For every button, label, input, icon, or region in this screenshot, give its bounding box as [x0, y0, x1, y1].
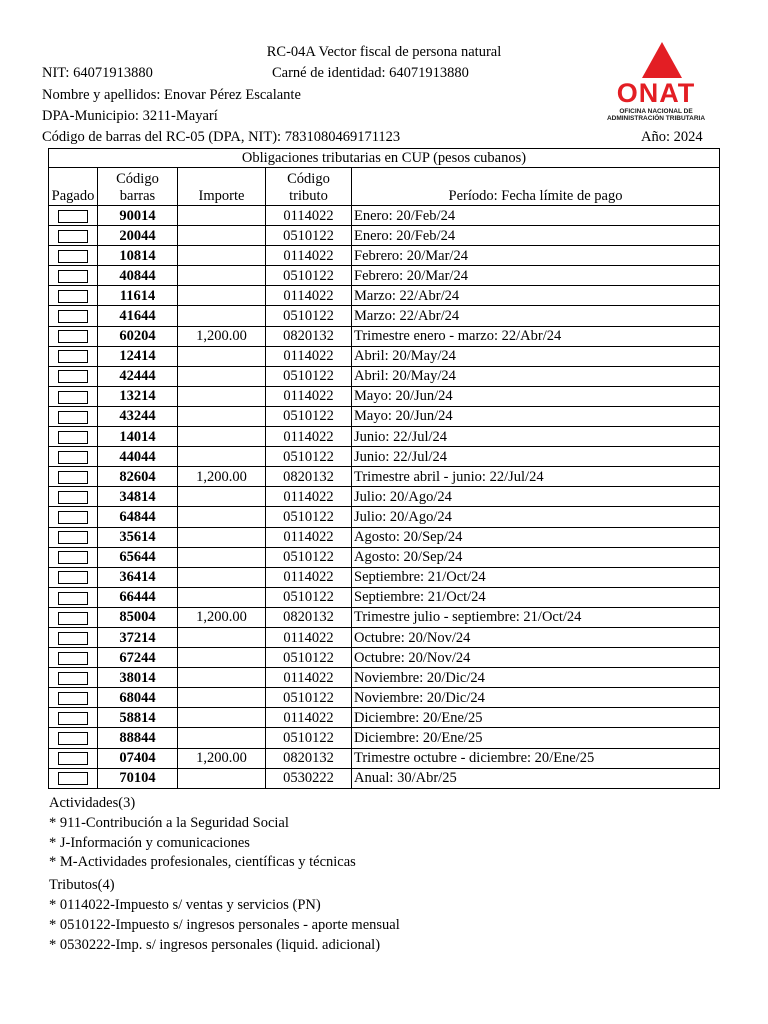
- pagado-checkbox[interactable]: [58, 752, 88, 765]
- codigo-barras-cell: 64844: [98, 507, 178, 527]
- nit-label: NIT: 64071913880: [42, 65, 153, 81]
- pagado-checkbox[interactable]: [58, 431, 88, 444]
- pagado-cell: [49, 427, 98, 447]
- codigo-barras-cell: 43244: [98, 406, 178, 426]
- codigo-barras-cell: 41644: [98, 306, 178, 326]
- table-row: [49, 246, 720, 266]
- codigo-barras-cell: 60204: [98, 326, 178, 346]
- periodo-cell: Febrero: 20/Mar/24: [352, 266, 720, 286]
- periodo-cell: Marzo: 22/Abr/24: [352, 306, 720, 326]
- importe-cell: [178, 627, 266, 647]
- header-importe: Importe: [178, 168, 266, 206]
- pagado-cell: [49, 246, 98, 266]
- importe-cell: 1,200.00: [178, 467, 266, 487]
- codigo-tributo-cell: 0114022: [266, 627, 352, 647]
- codigo-barras-cell: 11614: [98, 286, 178, 306]
- pagado-checkbox[interactable]: [58, 230, 88, 243]
- header-pagado: Pagado: [49, 168, 98, 206]
- table-row: [49, 708, 720, 728]
- codigo-barras-cell: 85004: [98, 607, 178, 627]
- pagado-cell: [49, 206, 98, 226]
- table-row: [49, 547, 720, 567]
- importe-cell: [178, 226, 266, 246]
- importe-cell: 1,200.00: [178, 326, 266, 346]
- table-row: [49, 507, 720, 527]
- pagado-checkbox[interactable]: [58, 471, 88, 484]
- importe-cell: [178, 587, 266, 607]
- pagado-checkbox[interactable]: [58, 270, 88, 283]
- table-row: [49, 346, 720, 366]
- periodo-cell: Junio: 22/Jul/24: [352, 427, 720, 447]
- codigo-tributo-cell: 0114022: [266, 286, 352, 306]
- pagado-cell: [49, 648, 98, 668]
- pagado-cell: [49, 728, 98, 748]
- importe-cell: [178, 427, 266, 447]
- pagado-checkbox[interactable]: [58, 571, 88, 584]
- tributos-title: Tributos(4): [49, 877, 115, 894]
- table-caption: Obligaciones tributarias en CUP (pesos cubanos): [49, 149, 720, 168]
- pagado-cell: [49, 487, 98, 507]
- importe-cell: [178, 206, 266, 226]
- table-row: [49, 587, 720, 607]
- header-codigo-tributo: Código tributo: [266, 168, 352, 206]
- importe-cell: [178, 406, 266, 426]
- pagado-checkbox[interactable]: [58, 391, 88, 404]
- pagado-checkbox[interactable]: [58, 210, 88, 223]
- codigo-tributo-cell: 0510122: [266, 447, 352, 467]
- pagado-checkbox[interactable]: [58, 411, 88, 424]
- codigo-barras-cell: 10814: [98, 246, 178, 266]
- periodo-cell: Marzo: 22/Abr/24: [352, 286, 720, 306]
- pagado-cell: [49, 406, 98, 426]
- pagado-checkbox[interactable]: [58, 772, 88, 785]
- pagado-cell: [49, 547, 98, 567]
- codigo-tributo-cell: 0510122: [266, 507, 352, 527]
- codigo-tributo-cell: 0114022: [266, 487, 352, 507]
- codigo-barras-cell: 12414: [98, 346, 178, 366]
- pagado-cell: [49, 266, 98, 286]
- pagado-checkbox[interactable]: [58, 330, 88, 343]
- obligaciones-table: [48, 148, 720, 789]
- pagado-checkbox[interactable]: [58, 592, 88, 605]
- importe-cell: [178, 728, 266, 748]
- codigo-tributo-cell: 0820132: [266, 607, 352, 627]
- pagado-cell: [49, 226, 98, 246]
- codigo-barras-rc05-label: Código de barras del RC-05 (DPA, NIT): 7831080469171123: [42, 129, 401, 145]
- codigo-tributo-cell: 0510122: [266, 306, 352, 326]
- pagado-cell: [49, 366, 98, 386]
- codigo-tributo-cell: 0510122: [266, 266, 352, 286]
- codigo-tributo-cell: 0510122: [266, 688, 352, 708]
- codigo-tributo-cell: 0510122: [266, 728, 352, 748]
- periodo-cell: Agosto: 20/Sep/24: [352, 547, 720, 567]
- pagado-cell: [49, 587, 98, 607]
- codigo-tributo-cell: 0820132: [266, 748, 352, 768]
- logo-subtitle-line1: OFICINA NACIONAL DE: [619, 108, 693, 115]
- periodo-cell: Trimestre enero - marzo: 22/Abr/24: [352, 326, 720, 346]
- periodo-cell: Diciembre: 20/Ene/25: [352, 728, 720, 748]
- codigo-tributo-cell: 0530222: [266, 768, 352, 788]
- periodo-cell: Enero: 20/Feb/24: [352, 206, 720, 226]
- document-title: RC-04A Vector fiscal de persona natural: [266, 44, 502, 60]
- pagado-cell: [49, 386, 98, 406]
- pagado-cell: [49, 748, 98, 768]
- periodo-cell: Julio: 20/Ago/24: [352, 507, 720, 527]
- pagado-cell: [49, 607, 98, 627]
- pagado-cell: [49, 306, 98, 326]
- periodo-cell: Abril: 20/May/24: [352, 346, 720, 366]
- periodo-cell: Octubre: 20/Nov/24: [352, 648, 720, 668]
- tributo-item: * 0510122-Impuesto s/ ingresos personales - aporte mensual: [49, 916, 400, 933]
- codigo-barras-cell: 20044: [98, 226, 178, 246]
- table-row: [49, 467, 720, 487]
- codigo-barras-cell: 70104: [98, 768, 178, 788]
- onat-logo: [600, 40, 712, 130]
- table-row: [49, 567, 720, 587]
- codigo-barras-cell: 44044: [98, 447, 178, 467]
- importe-cell: [178, 366, 266, 386]
- periodo-cell: Trimestre octubre - diciembre: 20/Ene/25: [352, 748, 720, 768]
- table-row: [49, 487, 720, 507]
- tributo-item: * 0114022-Impuesto s/ ventas y servicios (PN): [49, 896, 321, 913]
- pagado-cell: [49, 507, 98, 527]
- codigo-tributo-cell: 0114022: [266, 708, 352, 728]
- codigo-tributo-cell: 0114022: [266, 527, 352, 547]
- table-row: [49, 226, 720, 246]
- pagado-cell: [49, 688, 98, 708]
- table-row: [49, 266, 720, 286]
- importe-cell: [178, 286, 266, 306]
- actividad-item: * 911-Contribución a la Seguridad Social: [49, 814, 289, 831]
- pagado-cell: [49, 447, 98, 467]
- pagado-cell: [49, 467, 98, 487]
- dpa-label: DPA-Municipio: 3211-Mayarí: [42, 108, 218, 124]
- periodo-cell: Diciembre: 20/Ene/25: [352, 708, 720, 728]
- table-row: [49, 688, 720, 708]
- tributo-item: * 0530222-Imp. s/ ingresos personales (liquid. adicional): [49, 936, 381, 953]
- pagado-cell: [49, 286, 98, 306]
- importe-cell: [178, 567, 266, 587]
- codigo-barras-cell: 35614: [98, 527, 178, 547]
- periodo-cell: Abril: 20/May/24: [352, 366, 720, 386]
- codigo-barras-cell: 34814: [98, 487, 178, 507]
- carne-label: Carné de identidad: 64071913880: [272, 65, 469, 81]
- table-row: [49, 627, 720, 647]
- header-periodo: Período: Fecha límite de pago: [352, 168, 720, 206]
- pagado-checkbox[interactable]: [58, 712, 88, 725]
- periodo-cell: Junio: 22/Jul/24: [352, 447, 720, 467]
- importe-cell: [178, 668, 266, 688]
- periodo-cell: Enero: 20/Feb/24: [352, 226, 720, 246]
- pagado-checkbox[interactable]: [58, 451, 88, 464]
- importe-cell: [178, 527, 266, 547]
- periodo-cell: Noviembre: 20/Dic/24: [352, 668, 720, 688]
- table-row: [49, 306, 720, 326]
- importe-cell: [178, 688, 266, 708]
- importe-cell: [178, 246, 266, 266]
- codigo-tributo-cell: 0114022: [266, 206, 352, 226]
- periodo-cell: Mayo: 20/Jun/24: [352, 386, 720, 406]
- codigo-tributo-cell: 0114022: [266, 246, 352, 266]
- pagado-checkbox[interactable]: [58, 672, 88, 685]
- table-row: [49, 447, 720, 467]
- pagado-checkbox[interactable]: [58, 511, 88, 524]
- importe-cell: [178, 386, 266, 406]
- codigo-barras-cell: 58814: [98, 708, 178, 728]
- importe-cell: 1,200.00: [178, 748, 266, 768]
- table-row: [49, 427, 720, 447]
- importe-cell: [178, 768, 266, 788]
- codigo-tributo-cell: 0114022: [266, 567, 352, 587]
- codigo-tributo-cell: 0114022: [266, 668, 352, 688]
- actividad-item: * J-Información y comunicaciones: [49, 834, 250, 851]
- importe-cell: [178, 547, 266, 567]
- periodo-cell: Octubre: 20/Nov/24: [352, 627, 720, 647]
- periodo-cell: Anual: 30/Abr/25: [352, 768, 720, 788]
- codigo-barras-cell: 90014: [98, 206, 178, 226]
- periodo-cell: Trimestre julio - septiembre: 21/Oct/24: [352, 607, 720, 627]
- actividades-title: Actividades(3): [49, 795, 136, 811]
- periodo-cell: Julio: 20/Ago/24: [352, 487, 720, 507]
- periodo-cell: Noviembre: 20/Dic/24: [352, 688, 720, 708]
- pagado-cell: [49, 326, 98, 346]
- codigo-tributo-cell: 0510122: [266, 648, 352, 668]
- codigo-tributo-cell: 0510122: [266, 226, 352, 246]
- table-row: [49, 668, 720, 688]
- periodo-cell: Septiembre: 21/Oct/24: [352, 587, 720, 607]
- importe-cell: [178, 266, 266, 286]
- codigo-barras-cell: 82604: [98, 467, 178, 487]
- pagado-cell: [49, 567, 98, 587]
- table-row: [49, 366, 720, 386]
- codigo-tributo-cell: 0820132: [266, 467, 352, 487]
- table-row: [49, 206, 720, 226]
- pagado-cell: [49, 627, 98, 647]
- table-row: [49, 286, 720, 306]
- codigo-tributo-cell: 0114022: [266, 386, 352, 406]
- periodo-cell: Agosto: 20/Sep/24: [352, 527, 720, 547]
- pagado-checkbox[interactable]: [58, 370, 88, 383]
- importe-cell: [178, 487, 266, 507]
- importe-cell: 1,200.00: [178, 607, 266, 627]
- pagado-checkbox[interactable]: [58, 290, 88, 303]
- pagado-checkbox[interactable]: [58, 531, 88, 544]
- periodo-cell: Trimestre abril - junio: 22/Jul/24: [352, 467, 720, 487]
- actividad-item: * M-Actividades profesionales, científicas y técnicas: [49, 854, 356, 871]
- pagado-cell: [49, 668, 98, 688]
- pagado-cell: [49, 708, 98, 728]
- importe-cell: [178, 447, 266, 467]
- table-row: [49, 326, 720, 346]
- codigo-barras-cell: 37214: [98, 627, 178, 647]
- codigo-barras-cell: 66444: [98, 587, 178, 607]
- importe-cell: [178, 648, 266, 668]
- importe-cell: [178, 306, 266, 326]
- pagado-checkbox[interactable]: [58, 551, 88, 564]
- pagado-checkbox[interactable]: [58, 491, 88, 504]
- codigo-barras-cell: 40844: [98, 266, 178, 286]
- codigo-tributo-cell: 0114022: [266, 346, 352, 366]
- periodo-cell: Febrero: 20/Mar/24: [352, 246, 720, 266]
- pagado-checkbox[interactable]: [58, 350, 88, 363]
- table-row: [49, 728, 720, 748]
- anio-label: Año: 2024: [641, 129, 703, 145]
- notes-section: [49, 794, 400, 955]
- pagado-checkbox[interactable]: [58, 310, 88, 323]
- codigo-tributo-cell: 0510122: [266, 587, 352, 607]
- importe-cell: [178, 507, 266, 527]
- nombre-label: Nombre y apellidos: Enovar Pérez Escalante: [42, 87, 301, 103]
- codigo-tributo-cell: 0510122: [266, 406, 352, 426]
- table-row: [49, 648, 720, 668]
- codigo-tributo-cell: 0114022: [266, 427, 352, 447]
- table-row: [49, 406, 720, 426]
- logo-wordmark: ONAT: [616, 78, 696, 108]
- pagado-cell: [49, 768, 98, 788]
- pagado-checkbox[interactable]: [58, 692, 88, 705]
- codigo-barras-cell: 42444: [98, 366, 178, 386]
- table-row: [49, 386, 720, 406]
- table-row: [49, 748, 720, 768]
- pagado-checkbox[interactable]: [58, 652, 88, 665]
- codigo-tributo-cell: 0820132: [266, 326, 352, 346]
- codigo-barras-cell: 88844: [98, 728, 178, 748]
- pagado-checkbox[interactable]: [58, 732, 88, 745]
- codigo-tributo-cell: 0510122: [266, 366, 352, 386]
- importe-cell: [178, 346, 266, 366]
- codigo-barras-cell: 14014: [98, 427, 178, 447]
- periodo-cell: Septiembre: 21/Oct/24: [352, 567, 720, 587]
- codigo-barras-cell: 68044: [98, 688, 178, 708]
- codigo-barras-cell: 07404: [98, 748, 178, 768]
- periodo-cell: Mayo: 20/Jun/24: [352, 406, 720, 426]
- header-codigo-barras: Código barras: [98, 168, 178, 206]
- table-row: [49, 527, 720, 547]
- codigo-barras-cell: 67244: [98, 648, 178, 668]
- codigo-tributo-cell: 0510122: [266, 547, 352, 567]
- codigo-barras-cell: 38014: [98, 668, 178, 688]
- importe-cell: [178, 708, 266, 728]
- pagado-checkbox[interactable]: [58, 612, 88, 625]
- table-row: [49, 607, 720, 627]
- codigo-barras-cell: 13214: [98, 386, 178, 406]
- pagado-cell: [49, 527, 98, 547]
- table-row: [49, 768, 720, 788]
- pagado-checkbox[interactable]: [58, 632, 88, 645]
- pagado-cell: [49, 346, 98, 366]
- codigo-barras-cell: 65644: [98, 547, 178, 567]
- pagado-checkbox[interactable]: [58, 250, 88, 263]
- codigo-barras-cell: 36414: [98, 567, 178, 587]
- logo-subtitle-line2: ADMINISTRACIÓN TRIBUTARIA: [606, 115, 706, 122]
